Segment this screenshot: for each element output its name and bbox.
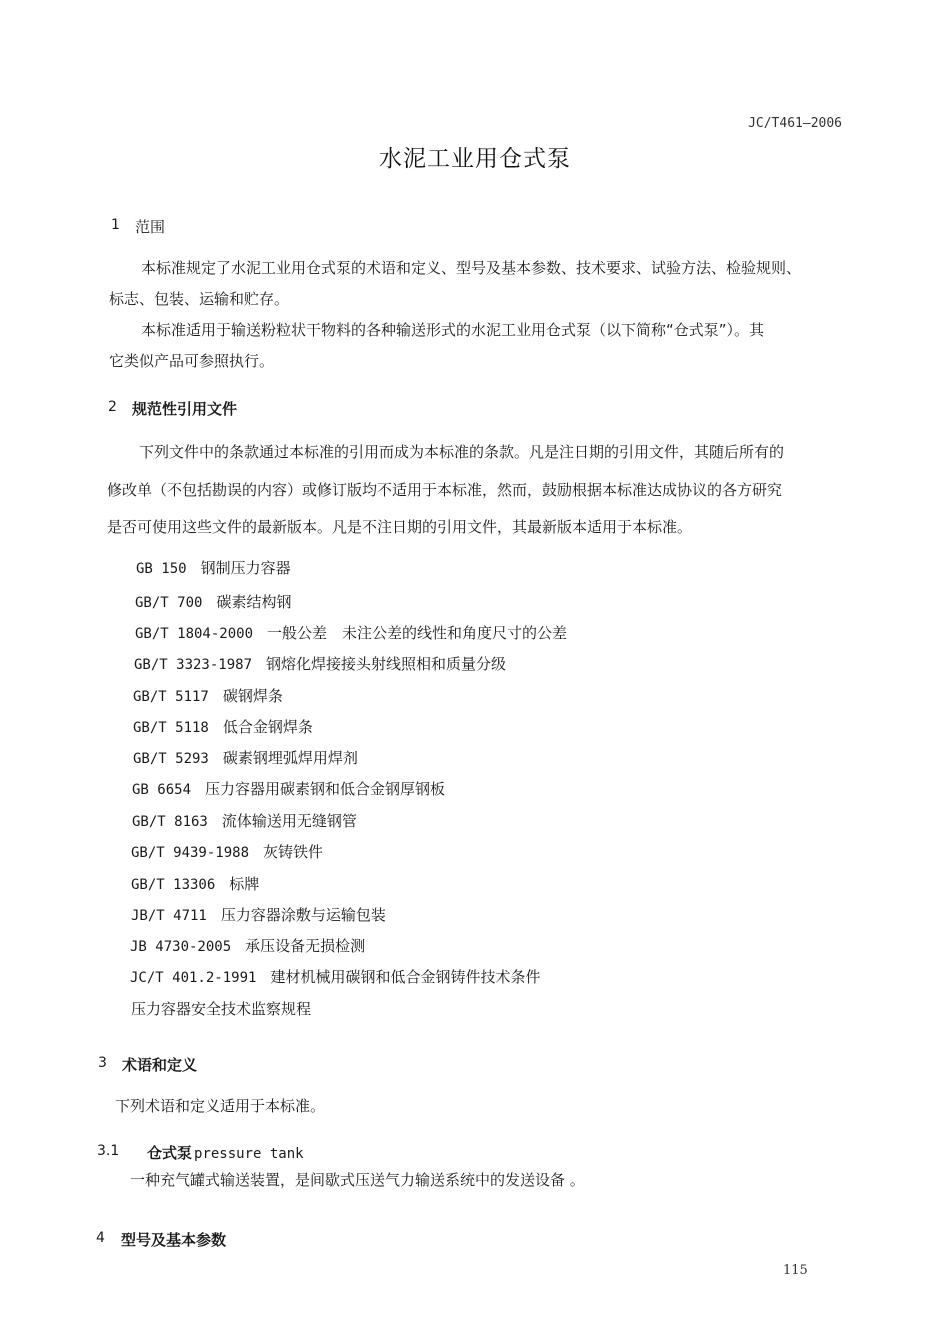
- section-3-title: 术语和定义: [122, 1056, 198, 1074]
- reference-item: JC/T 401.2-1991 建材机械用碳钢和低合金钢铸件技术条件: [130, 968, 541, 986]
- reference-item: 压力容器安全技术监察规程: [131, 1000, 312, 1018]
- reference-item: GB 6654 压力容器用碳素钢和低合金钢厚钢板: [132, 780, 446, 798]
- section-3-intro: 下列术语和定义适用于本标准。: [115, 1097, 326, 1115]
- section-4-title: 型号及基本参数: [121, 1231, 227, 1249]
- reference-item: GB/T 5293 碳素钢埋弧焊用焊剂: [133, 749, 358, 767]
- reference-item: GB/T 1804-2000 一般公差 未注公差的线性和角度尺寸的公差: [135, 624, 568, 642]
- section-1-number: 1: [111, 217, 120, 233]
- section-1-title: 范围: [135, 218, 166, 236]
- section-1-para1-line1: 本标准规定了水泥工业用仓式泵的术语和定义、型号及基本参数、技术要求、试验方法、检验规则、: [141, 259, 802, 277]
- standard-code: JC/T461—2006: [748, 116, 842, 131]
- term-cn: 仓式泵: [147, 1144, 193, 1162]
- section-1-para1-line2: 标志、包装、运输和贮存。: [109, 290, 290, 308]
- section-3-1-term: [147, 1142, 304, 1163]
- section-4-number: 4: [96, 1230, 105, 1246]
- reference-item: GB/T 5117 碳钢焊条: [133, 687, 283, 705]
- reference-item: GB/T 13306 标牌: [131, 875, 260, 893]
- section-2-intro-line2: 修改单（不包括勘误的内容）或修订版均不适用于本标准，然而，鼓励根据本标准达成协议的各方研究: [107, 481, 783, 499]
- reference-item: JB/T 4711 压力容器涂敷与运输包装: [131, 906, 386, 924]
- reference-item: GB/T 9439-1988 灰铸铁件: [131, 843, 324, 861]
- reference-item: GB/T 5118 低合金钢焊条: [133, 718, 313, 736]
- section-1-para2-line2: 它类似产品可参照执行。: [109, 352, 275, 370]
- section-3-1-number: 3.1: [97, 1143, 120, 1159]
- section-1-para2-line1: 本标准适用于输送粉粒状干物料的各种输送形式的水泥工业用仓式泵（以下简称“仓式泵”）。其: [141, 321, 765, 339]
- reference-item: GB/T 3323-1987 钢熔化焊接接头射线照相和质量分级: [134, 655, 507, 673]
- reference-item: GB 150 钢制压力容器: [136, 559, 291, 577]
- page-number: 115: [783, 1263, 808, 1278]
- section-2-intro-line1: 下列文件中的条款通过本标准的引用而成为本标准的条款。凡是注日期的引用文件，其随后所有的: [139, 443, 785, 461]
- section-3-number: 3: [98, 1055, 107, 1071]
- document-title: 水泥工业用仓式泵: [379, 146, 571, 172]
- section-2-title: 规范性引用文件: [132, 400, 238, 418]
- reference-item: GB/T 700 碳素结构钢: [135, 593, 292, 611]
- reference-item: JB 4730-2005 承压设备无损检测: [130, 937, 366, 955]
- section-2-number: 2: [108, 399, 117, 415]
- section-3-1-definition: 一种充气罐式输送装置，是间歇式压送气力输送系统中的发送设备 。: [130, 1171, 585, 1189]
- section-2-intro-line3: 是否可使用这些文件的最新版本。凡是不注日期的引用文件，其最新版本适用于本标准。: [107, 518, 693, 536]
- term-en: pressure tank: [194, 1146, 304, 1162]
- reference-item: GB/T 8163 流体输送用无缝钢管: [132, 812, 357, 830]
